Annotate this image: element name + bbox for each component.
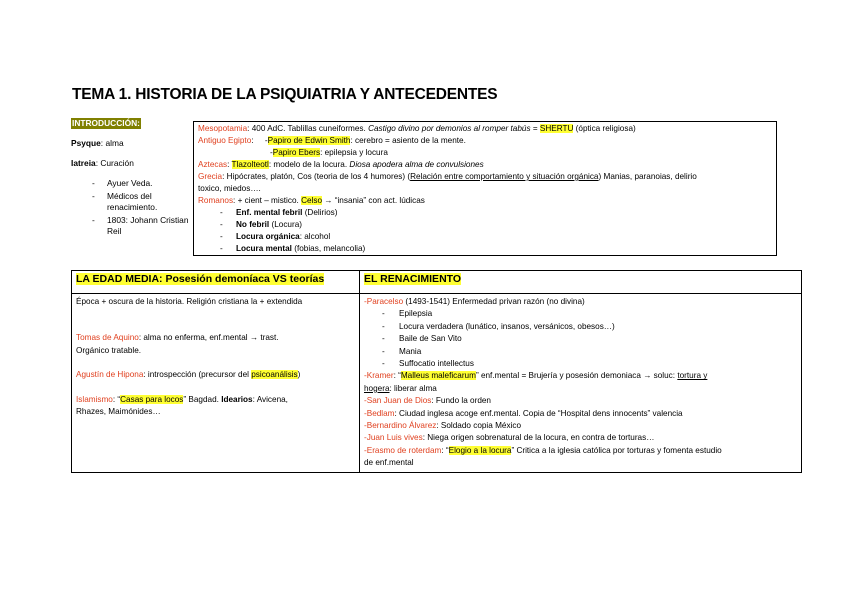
renacimiento-header bbox=[360, 271, 802, 294]
egipto-prefix: - bbox=[270, 148, 273, 157]
romanos-name: Romanos bbox=[198, 196, 234, 205]
list-item bbox=[198, 207, 772, 219]
romanos-text-end: → “insania” con act. lúdicas bbox=[322, 196, 425, 205]
page-title: TEMA 1. HISTORIA DE LA PSIQUIATRIA Y ANTECEDENTES bbox=[72, 86, 498, 103]
edad-media-header bbox=[72, 271, 360, 294]
sanjuan-line bbox=[364, 395, 797, 407]
bernardino-text: : Soldado copia México bbox=[436, 421, 522, 431]
list-item: - Suffocatio intellectus bbox=[364, 358, 797, 370]
aquino-line-2: Orgánico tratable. bbox=[76, 345, 142, 355]
item-bold: No febril bbox=[236, 220, 270, 229]
hipona-end: ) bbox=[297, 370, 301, 380]
intro-section bbox=[71, 118, 191, 237]
psicoanalisis-highlight: psicoanálisis bbox=[251, 370, 298, 380]
erasmo-line bbox=[364, 445, 797, 457]
islam-name: Islamismo bbox=[76, 394, 113, 404]
list-item: - Locura verdadera (lunático, insanos, versánicos, obesos…) bbox=[364, 321, 797, 333]
islam-sep: : “ bbox=[112, 394, 121, 404]
celso-highlight: Celso bbox=[301, 196, 323, 205]
grecia-line-2: toxico, miedos…. bbox=[198, 184, 261, 193]
item-rest: (Delirios) bbox=[302, 208, 338, 217]
islam-line bbox=[76, 394, 355, 406]
edwin-smith-highlight: Papiro de Edwin Smith bbox=[267, 136, 351, 145]
sanjuan-text: : Fundo la orden bbox=[431, 396, 491, 406]
egipto-line-2 bbox=[198, 147, 772, 159]
paracelso-name: -Paracelso bbox=[364, 297, 404, 306]
item-bold: Locura mental bbox=[236, 244, 292, 253]
edad-media-content bbox=[72, 294, 360, 473]
elogio-highlight: Elogio a la locura bbox=[448, 445, 512, 455]
renacimiento-content bbox=[360, 294, 802, 473]
aztecas-sep: : bbox=[227, 160, 232, 169]
list-item bbox=[198, 243, 772, 255]
kramer-line bbox=[364, 370, 797, 382]
mesopotamia-name: Mesopotamia bbox=[198, 124, 248, 133]
grecia-line bbox=[198, 171, 772, 183]
erasmo-name: -Erasmo de roterdam bbox=[364, 445, 442, 455]
mesopotamia-italic: Castigo divino por demonios al romper tabús = bbox=[368, 124, 540, 133]
iatreia-def: : Curación bbox=[95, 158, 134, 168]
bernardino-line bbox=[364, 420, 797, 432]
erasmo-line-2: de enf.mental bbox=[364, 458, 414, 468]
bedlam-line bbox=[364, 408, 797, 420]
grecia-text-end: ) Manias, paranoias, delirio bbox=[598, 172, 697, 181]
islam-line-2: Rhazes, Maimónides… bbox=[76, 407, 161, 417]
kramer-underline-2: hogera bbox=[364, 383, 390, 393]
romanos-line bbox=[198, 195, 772, 207]
list-item: - Mania bbox=[364, 346, 797, 358]
item-bold: Locura orgánica bbox=[236, 232, 300, 241]
vives-text: : Niega origen sobrenatural de la locura, en contra de torturas… bbox=[422, 433, 655, 443]
idearios-bold: Idearios bbox=[221, 394, 253, 404]
romanos-text: : + cient – mistico. bbox=[233, 196, 302, 205]
antecedentes-box bbox=[193, 121, 777, 256]
item-rest: (fobias, melancolia) bbox=[291, 244, 366, 253]
grecia-name: Grecia bbox=[198, 172, 223, 181]
kramer-name: -Kramer bbox=[364, 371, 394, 381]
aztecas-italic: Diosa apodera alma de convulsiones bbox=[349, 160, 484, 169]
egipto-name: Antiguo Egipto bbox=[198, 136, 252, 145]
list-item: - Epilepsia bbox=[364, 308, 797, 320]
islam-text: ” Bagdad. bbox=[183, 394, 222, 404]
hipona-name: Agustín de Hipona bbox=[76, 370, 144, 380]
edad-media-header-text: LA EDAD MEDIA: Posesión demoníaca VS teorías bbox=[76, 273, 325, 285]
aztecas-text: : modelo de la locura. bbox=[268, 160, 350, 169]
mesopotamia-text-end: (óptica religiosa) bbox=[573, 124, 636, 133]
kramer-underline: tortura y bbox=[677, 371, 708, 381]
hipona-line bbox=[76, 369, 355, 381]
ebers-highlight: Papiro Ebers bbox=[272, 148, 321, 157]
tlazolteotl-highlight: Tlazolteotl bbox=[231, 160, 269, 169]
list-item bbox=[198, 219, 772, 231]
aquino-name: Tomas de Aquino bbox=[76, 333, 139, 343]
psyque-def: : alma bbox=[100, 138, 124, 148]
renacimiento-header-text: EL RENACIMIENTO bbox=[364, 273, 462, 285]
malleus-highlight: Malleus maleficarum bbox=[400, 371, 476, 381]
bedlam-text: : Ciudad inglesa acoge enf.mental. Copia de “Hospital dens innocents” valencia bbox=[394, 408, 683, 418]
vives-name: -Juan Luis vives bbox=[364, 433, 423, 443]
egipto-sep: : - bbox=[251, 136, 268, 145]
ebers-text: : epilepsia y locura bbox=[320, 148, 388, 157]
list-item: - Baile de San Vito bbox=[364, 333, 797, 345]
sanjuan-name: -San Juan de Dios bbox=[364, 396, 432, 406]
bedlam-name: -Bedlam bbox=[364, 408, 395, 418]
egipto-line bbox=[198, 135, 772, 147]
aztecas-line bbox=[198, 159, 772, 171]
item-rest: (Locura) bbox=[269, 220, 302, 229]
casas-highlight: Casas para locos bbox=[120, 394, 184, 404]
list-item bbox=[198, 231, 772, 243]
list-item: - 1803: Johann Cristian Reil bbox=[107, 215, 191, 237]
aquino-line bbox=[76, 332, 355, 344]
islam-text-2: : Avicena, bbox=[252, 394, 288, 404]
grecia-underline: Relación entre comportamiento y situación orgánica bbox=[410, 172, 599, 181]
erasmo-text: ” Critica a la iglesia católica por torturas y fomenta estudio bbox=[511, 445, 722, 455]
hipona-text: : introspección (precursor del bbox=[143, 370, 252, 380]
mesopotamia-line bbox=[198, 123, 772, 135]
kramer-text-2: : liberar alma bbox=[389, 383, 437, 393]
aztecas-name: Aztecas bbox=[198, 160, 228, 169]
iatreia-term: Iatreia bbox=[71, 158, 96, 168]
bernardino-name: -Bernardino Álvarez bbox=[364, 421, 437, 431]
psyque-term: Psyque bbox=[71, 138, 101, 148]
intro-label: INTRODUCCIÓN: bbox=[72, 118, 140, 128]
item-rest: : alcohol bbox=[299, 232, 331, 241]
vives-line bbox=[364, 432, 797, 444]
paracelso-line bbox=[364, 296, 797, 308]
intro-list bbox=[71, 178, 191, 237]
erasmo-sep: : “ bbox=[441, 445, 449, 455]
list-item: - Médicos del renacimiento. bbox=[107, 191, 191, 213]
mesopotamia-text: : 400 AdC. Tablillas cuneiformes. bbox=[247, 124, 369, 133]
edad-media-intro: Época + oscura de la historia. Religión cristiana la + extendida bbox=[76, 297, 303, 306]
shertu-highlight: SHERTU bbox=[539, 124, 574, 133]
grecia-text: : Hipócrates, platón, Cos (teoria de los 4 humores) ( bbox=[222, 172, 411, 181]
history-table bbox=[71, 270, 802, 473]
list-item: - Ayuer Veda. bbox=[107, 178, 191, 189]
edwin-smith-text: : cerebro = asiento de la mente. bbox=[350, 136, 466, 145]
kramer-text: ” enf.mental = Brujería y posesión demoniaca → soluc: bbox=[475, 371, 678, 381]
kramer-line-2 bbox=[364, 383, 797, 395]
aquino-text: : alma no enferma, enf.mental → trast. bbox=[138, 333, 279, 343]
item-bold: Enf. mental febril bbox=[236, 208, 303, 217]
kramer-sep: : “ bbox=[393, 371, 401, 381]
paracelso-text: (1493-1541) Enfermedad privan razón (no divina) bbox=[403, 297, 585, 306]
